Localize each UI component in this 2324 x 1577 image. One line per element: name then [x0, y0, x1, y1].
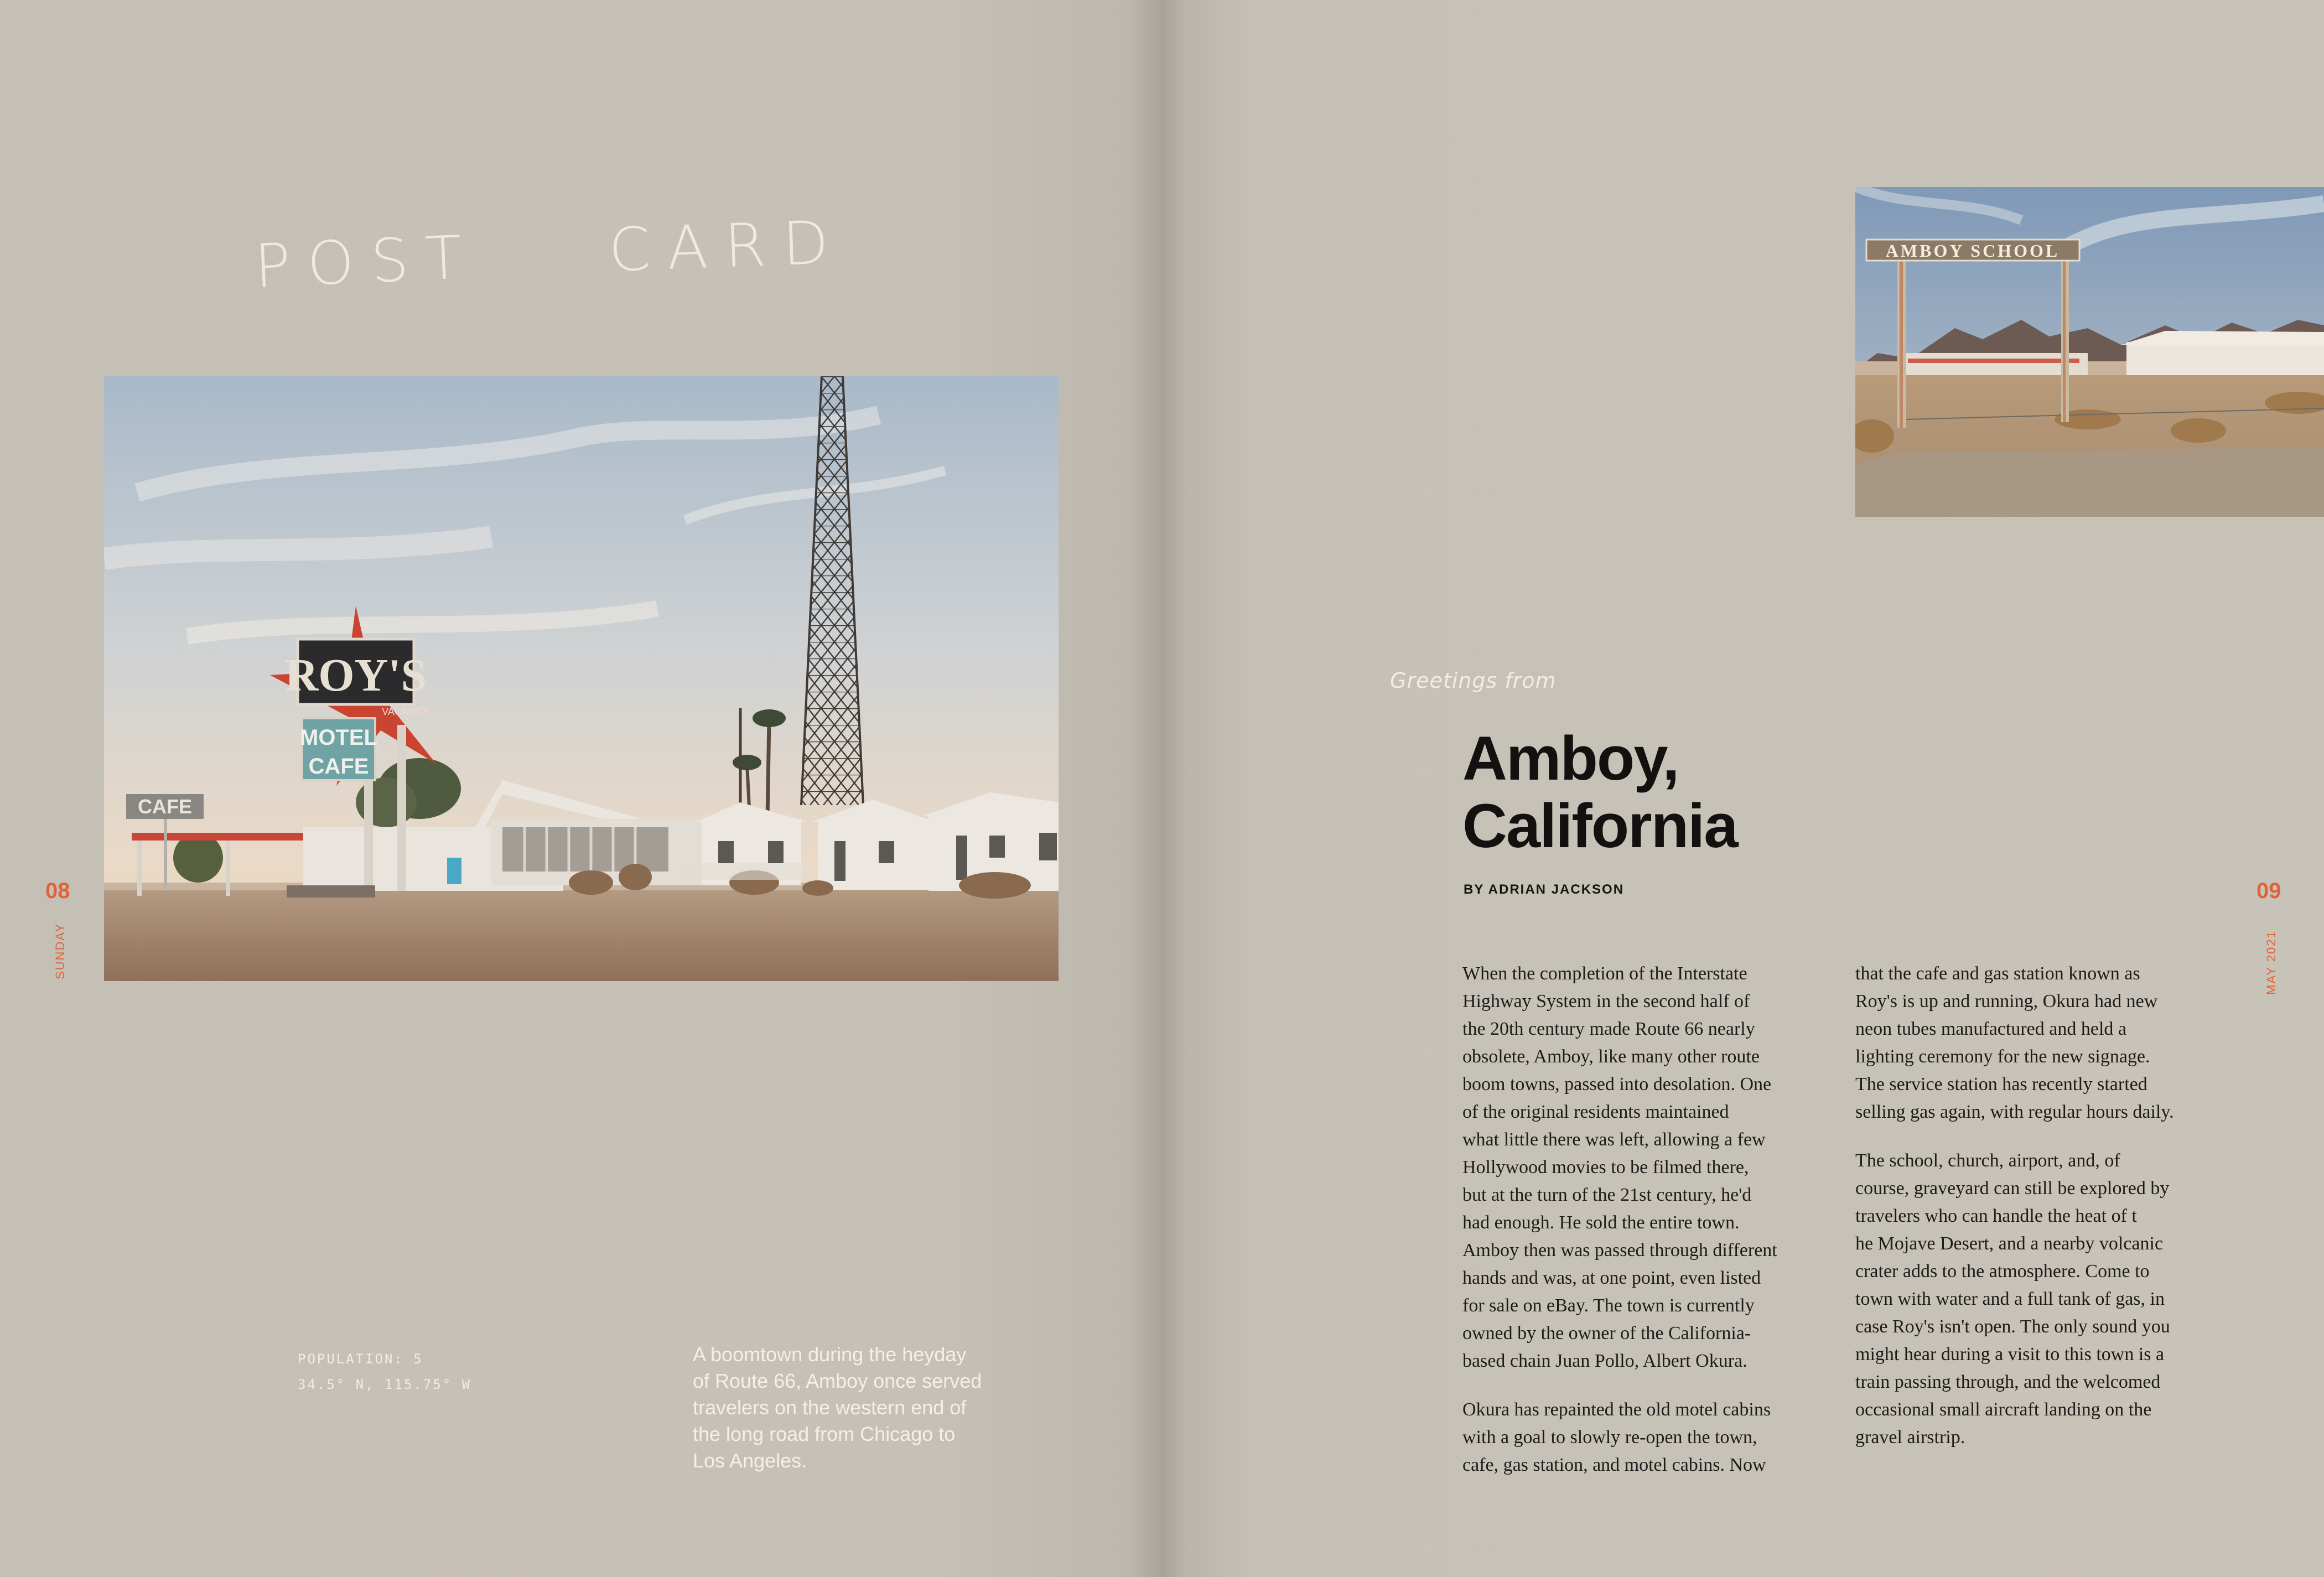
caption-line: of Route 66, Amboy once served [693, 1370, 982, 1392]
photo-school-sign: AMBOY SCHOOL [1885, 241, 2060, 261]
amboy-school-photo [1855, 187, 2324, 517]
roys-motel-illustration [104, 376, 1059, 981]
text-line: crater adds to the atmosphere. Come to [1855, 1261, 2150, 1282]
text-line: Amboy then was passed through different [1462, 1240, 1777, 1260]
text-line: train passing through, and the welcomed [1855, 1372, 2161, 1392]
text-line: boom towns, passed into desolation. One [1462, 1074, 1772, 1094]
text-line: town with water and a full tank of gas, in [1855, 1289, 2165, 1309]
postcard-heading-post: POST [253, 222, 480, 302]
photo-cafe-sign-small: CAFE [138, 795, 192, 818]
population-label: POPULATION: 5 [298, 1351, 423, 1367]
text-line: cafe, gas station, and motel cabins. Now [1462, 1455, 1766, 1475]
text-line: what little there was left, allowing a few [1462, 1129, 1766, 1150]
caption-line: Los Angeles. [693, 1449, 807, 1472]
photo-caption [693, 1341, 1047, 1474]
text-line: obsolete, Amboy, like many other route [1462, 1046, 1760, 1067]
text-line: course, graveyard can still be explored by [1855, 1178, 2170, 1199]
text-line: but at the turn of the 21st century, he'd [1462, 1185, 1752, 1205]
coordinates-label: 34.5° N, 115.75° W [298, 1377, 472, 1392]
paragraph [1462, 960, 1817, 1375]
article-title-line: Amboy, [1462, 724, 1679, 793]
day-label: SUNDAY [53, 922, 67, 979]
text-line: The service station has recently started [1855, 1074, 2147, 1094]
text-line: owned by the owner of the California- [1462, 1323, 1751, 1343]
greeting-line: Greetings from [1390, 668, 1557, 693]
text-line: he Mojave Desert, and a nearby volcanic [1855, 1233, 2164, 1254]
photo-roys-sign: ROY'S [284, 650, 427, 701]
caption-line: travelers on the western end of [693, 1396, 967, 1419]
text-line: might hear during a visit to this town is a [1855, 1344, 2165, 1365]
photo-cafe-sign: CAFE [308, 754, 369, 779]
text-line: had enough. He sold the entire town. [1462, 1212, 1740, 1233]
article-title [1462, 725, 1737, 860]
caption-line: A boomtown during the heyday [693, 1343, 967, 1366]
text-line: Highway System in the second half of [1462, 991, 1750, 1011]
text-line: based chain Juan Pollo, Albert Okura. [1462, 1351, 1747, 1371]
text-line: that the cafe and gas station known as [1855, 963, 2140, 984]
byline: BY ADRIAN JACKSON [1464, 882, 1625, 897]
text-line: for sale on eBay. The town is currently [1462, 1295, 1755, 1316]
text-line: Okura has repainted the old motel cabins [1462, 1399, 1771, 1420]
page-number-right: 09 [2256, 879, 2281, 903]
town-facts [298, 1346, 471, 1397]
text-line: lighting ceremony for the new signage. [1855, 1046, 2150, 1067]
roys-motel-photo [104, 376, 1059, 981]
photo-vacancy-sign: VACANCY [382, 706, 429, 717]
text-line: Roy's is up and running, Okura had new [1855, 991, 2158, 1011]
text-line: neon tubes manufactured and held a [1855, 1019, 2126, 1039]
paragraph [1855, 1147, 2209, 1451]
amboy-school-illustration [1855, 187, 2324, 517]
photo-motel-sign: MOTEL [300, 725, 377, 750]
text-line: travelers who can handle the heat of t [1855, 1206, 2137, 1226]
paragraph [1855, 960, 2209, 1126]
text-line: hands and was, at one point, even listed [1462, 1268, 1761, 1288]
text-line: of the original residents maintained [1462, 1102, 1729, 1122]
issue-date-label: MAY 2021 [2264, 930, 2278, 995]
paragraph [1462, 1396, 1817, 1479]
caption-line: the long road from Chicago to [693, 1423, 956, 1445]
article-column-2 [1855, 960, 2209, 1451]
text-line: the 20th century made Route 66 nearly [1462, 1019, 1755, 1039]
text-line: selling gas again, with regular hours daily. [1855, 1102, 2174, 1122]
page-number-left: 08 [45, 879, 70, 903]
article-title-line: California [1462, 791, 1737, 860]
text-line: The school, church, airport, and, of [1855, 1150, 2120, 1171]
text-line: occasional small aircraft landing on the [1855, 1399, 2152, 1420]
text-line: When the completion of the Interstate [1462, 963, 1747, 984]
postcard-heading-card: CARD [607, 208, 847, 286]
text-line: case Roy's isn't open. The only sound you [1855, 1316, 2170, 1337]
text-line: with a goal to slowly re-open the town, [1462, 1427, 1757, 1448]
article-column-1 [1462, 960, 1817, 1479]
text-line: gravel airstrip. [1855, 1427, 1965, 1448]
text-line: Hollywood movies to be filmed there, [1462, 1157, 1749, 1177]
